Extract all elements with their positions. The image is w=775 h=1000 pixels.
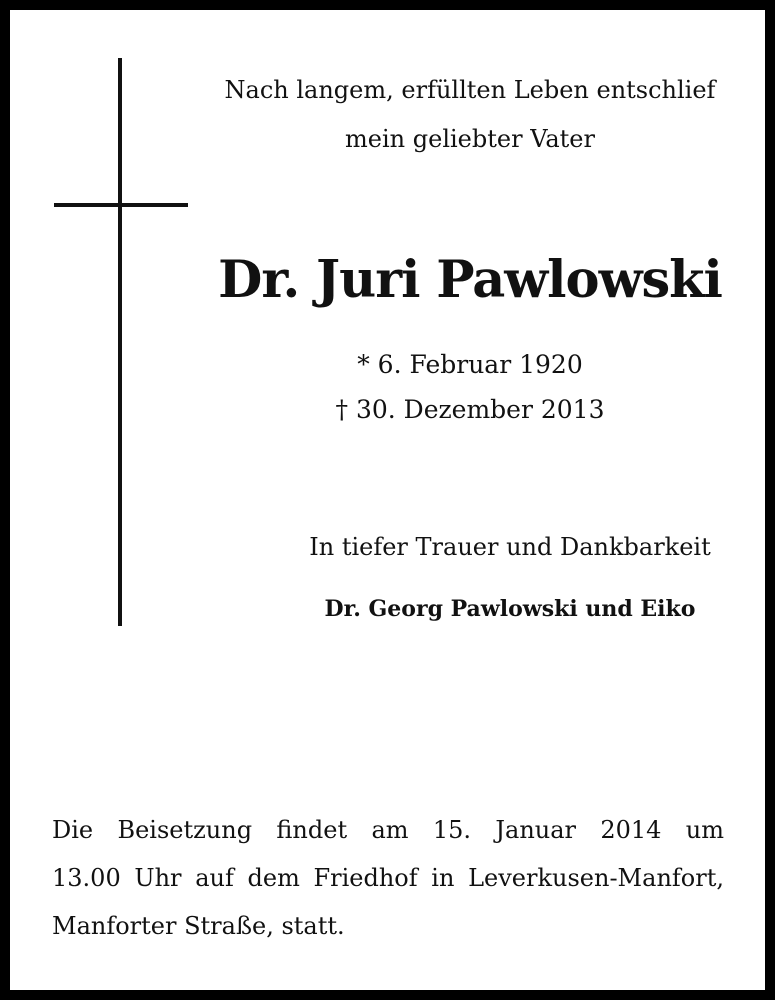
burial-word: 2014 xyxy=(600,816,662,844)
burial-word: Die xyxy=(52,816,94,844)
intro-line-2: mein geliebter Vater xyxy=(345,125,595,153)
burial-word: Beisetzung xyxy=(117,816,253,844)
burial-line-3 xyxy=(52,902,724,950)
burial-word: am xyxy=(371,816,409,844)
burial-word: Uhr xyxy=(134,864,182,892)
burial-word: dem xyxy=(247,864,300,892)
burial-address: Manforter Straße, statt. xyxy=(52,912,345,940)
mourning-line: In tiefer Trauer und Dankbarkeit xyxy=(309,533,711,561)
cross-horizontal-bar xyxy=(54,203,188,207)
life-dates xyxy=(280,342,660,432)
intro-line-1: Nach langem, erfüllten Leben entschlief xyxy=(224,76,716,104)
burial-announcement xyxy=(52,806,724,950)
mourners-names: Dr. Georg Pawlowski und Eiko xyxy=(324,596,696,622)
burial-word: in xyxy=(431,864,455,892)
intro-text xyxy=(210,66,730,164)
burial-word: Friedhof xyxy=(313,864,418,892)
burial-line-2 xyxy=(52,854,724,902)
death-date: † 30. Dezember 2013 xyxy=(335,395,605,424)
deceased-name: Dr. Juri Pawlowski xyxy=(218,250,722,310)
burial-line-1 xyxy=(52,806,724,854)
burial-word: 15. xyxy=(432,816,472,844)
cross-vertical-bar xyxy=(118,58,122,626)
burial-word: 13.00 xyxy=(52,864,121,892)
burial-word: auf xyxy=(195,864,234,892)
burial-word: findet xyxy=(276,816,348,844)
birth-date: * 6. Februar 1920 xyxy=(357,350,583,379)
obituary-notice xyxy=(10,10,765,990)
burial-word: Januar xyxy=(495,816,577,844)
burial-word: um xyxy=(685,816,724,844)
burial-word: Leverkusen-Manfort, xyxy=(468,864,724,892)
